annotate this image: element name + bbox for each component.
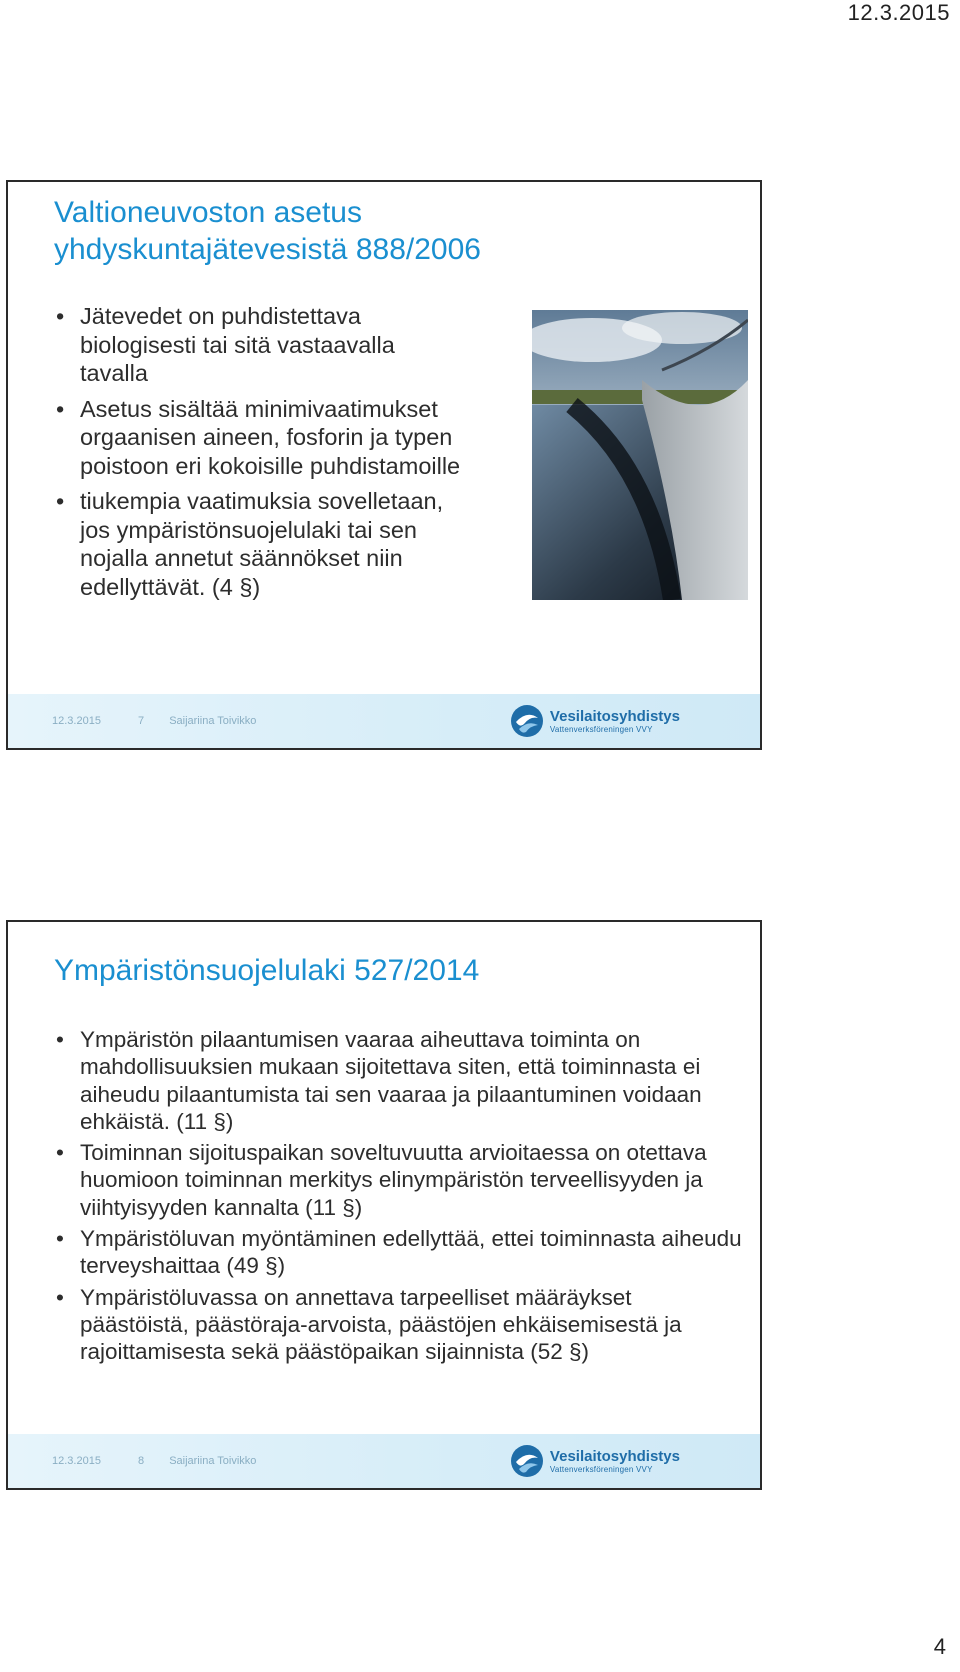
- bullet-item: • Toiminnan sijoituspaikan soveltuvuutta arvioitaessa on otettava huomioon toiminnan merkitys elinympäristön terveellisyyden ja viihtyisyyden kannalta (11 §): [56, 1139, 746, 1221]
- slide-title-line-2: yhdyskuntajätevesistä 888/2006: [54, 233, 481, 266]
- footer-date: 12.3.2015: [52, 1455, 101, 1467]
- bullet-item: • Asetus sisältää minimivaatimukset orgaanisen aineen, fosforin ja typen poistoon eri kokoisille puhdistamoille: [56, 395, 466, 481]
- logo-subtitle: Vattenverksföreningen VVY: [549, 1464, 653, 1474]
- slide-footer: [8, 1434, 760, 1488]
- slide-title-line-1: Valtioneuvoston asetus: [54, 196, 362, 229]
- water-drop-logo-icon: [510, 704, 544, 738]
- photo-illustration: [532, 310, 748, 600]
- slide-title: [54, 194, 481, 268]
- footer-meta: [52, 715, 256, 727]
- bullet-item: • Ympäristöluvassa on annettava tarpeelliset määräykset päästöistä, päästöraja-arvoista, päästöjen ehkäisemisestä ja rajoittamisesta sekä päästöpaikan sijainnista (52 §): [56, 1284, 746, 1366]
- footer-author: Saijariina Toivikko: [169, 715, 257, 727]
- bullet-item: • Ympäristön pilaantumisen vaaraa aiheuttava toiminta on mahdollisuuksien mukaan sijoitettava siten, että toiminnasta ei aiheudu pilaantumista tai sen vaaraa ja pilaantuminen voidaan ehkäistä. (11 §): [56, 1026, 746, 1135]
- vvy-logo: [510, 702, 680, 740]
- footer-slide-number: 8: [138, 1455, 145, 1467]
- slide-footer: [8, 694, 760, 748]
- bullet-item: • Jätevedet on puhdistettava biologisesti tai sitä vastaavalla tavalla: [56, 302, 466, 388]
- bullet-item: • Ympäristöluvan myöntäminen edellyttää, ettei toiminnasta aiheudu terveyshaittaa (49 §): [56, 1225, 746, 1280]
- page-number: 4: [933, 1634, 946, 1659]
- footer-slide-number: 7: [138, 715, 145, 727]
- vvy-logo: [510, 1442, 680, 1480]
- logo-name: Vesilaitosyhdistys: [549, 1447, 680, 1465]
- footer-meta: [52, 1455, 256, 1467]
- page-date: 12.3.2015: [847, 0, 950, 25]
- bullet-item: • tiukempia vaatimuksia sovelletaan, jos ympäristönsuojelulaki tai sen nojalla annetut säännökset niin edellyttävät. (4 §): [56, 487, 466, 601]
- footer-author: Saijariina Toivikko: [169, 1455, 257, 1467]
- slide-7: [6, 180, 762, 750]
- wastewater-clarifier-photo: [532, 310, 748, 600]
- bullet-list: [56, 1026, 746, 1370]
- logo-name: Vesilaitosyhdistys: [549, 707, 680, 725]
- slide-8: [6, 920, 762, 1490]
- water-drop-logo-icon: [510, 1444, 544, 1478]
- logo-subtitle: Vattenverksföreningen VVY: [549, 724, 653, 734]
- slide-title: Ympäristönsuojelulaki 527/2014: [54, 954, 480, 987]
- footer-date: 12.3.2015: [52, 715, 101, 727]
- bullet-list: [56, 302, 466, 608]
